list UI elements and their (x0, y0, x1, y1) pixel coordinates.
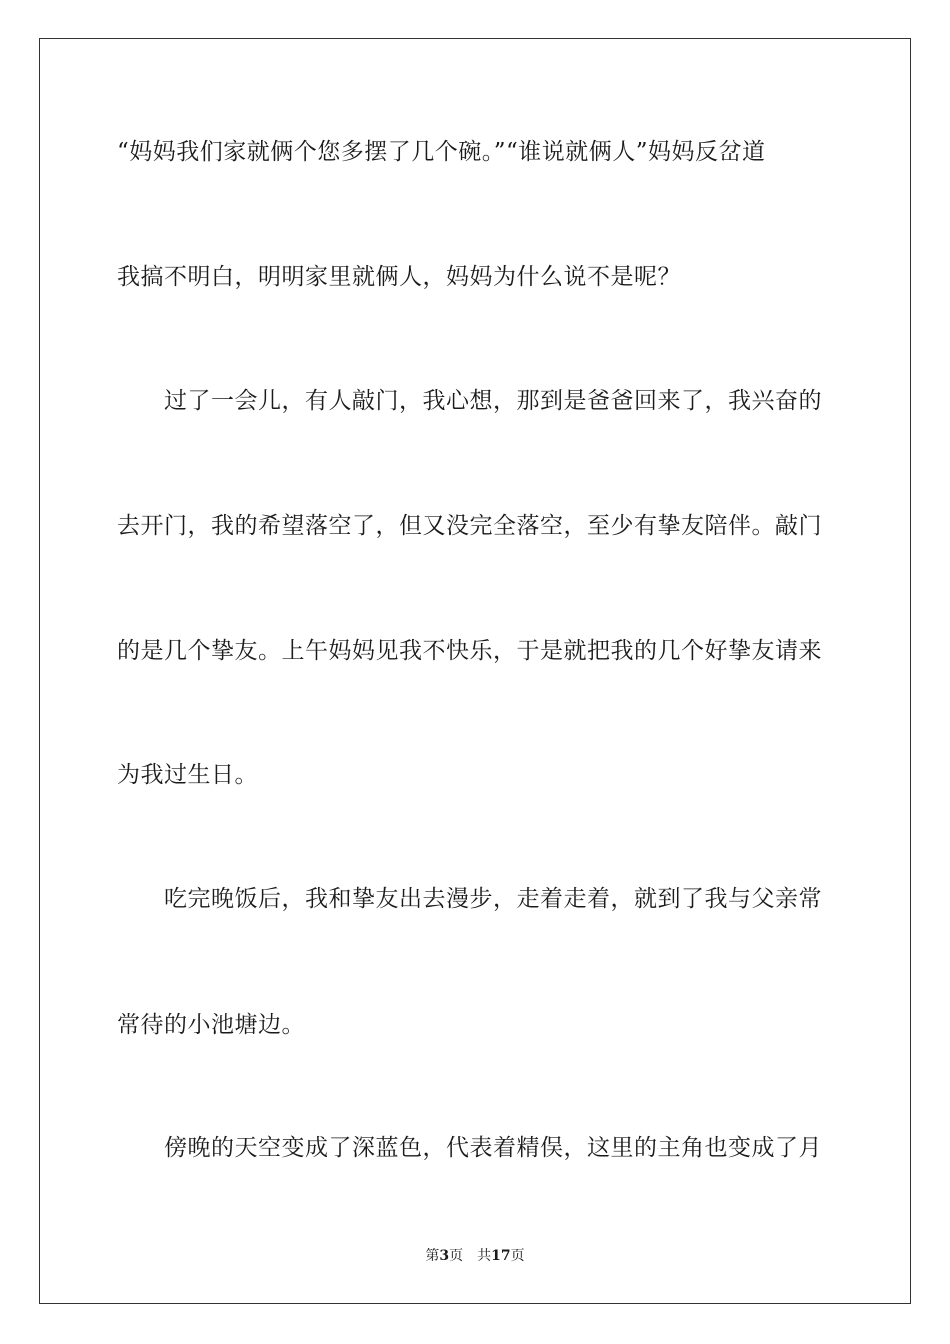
total-suffix: 页 (510, 1248, 525, 1264)
page-prefix: 第 (425, 1248, 440, 1264)
text-line-9: 傍晚的天空变成了深蓝色，代表着精俣，这里的主角也变成了月 (164, 1135, 822, 1161)
page-footer (0, 1247, 950, 1265)
text-line-1: “妈妈我们家就俩个您多摆了几个碗。”“谁说就俩人”妈妈反岔道 (117, 139, 766, 165)
text-line-6: 为我过生日。 (117, 762, 258, 788)
text-line-2: 我搞不明白，明明家里就俩人，妈妈为什么说不是呢？ (117, 264, 681, 290)
page-number: 3 (439, 1248, 450, 1264)
page-suffix: 页 (449, 1248, 464, 1264)
total-pages: 17 (491, 1248, 511, 1264)
text-line-8: 常待的小池塘边。 (117, 1012, 305, 1038)
page-border (39, 38, 911, 1304)
text-line-4: 去开门，我的希望落空了，但又没完全落空，至少有挚友陪伴。敲门 (117, 513, 822, 539)
total-prefix: 共 (477, 1248, 492, 1264)
text-line-3: 过了一会儿，有人敲门，我心想，那到是爸爸回来了，我兴奋的 (164, 388, 822, 414)
text-line-7: 吃完晚饭后，我和挚友出去漫步，走着走着，就到了我与父亲常 (164, 886, 822, 912)
text-line-5: 的是几个挚友。上午妈妈见我不快乐，于是就把我的几个好挚友请来 (117, 638, 822, 664)
